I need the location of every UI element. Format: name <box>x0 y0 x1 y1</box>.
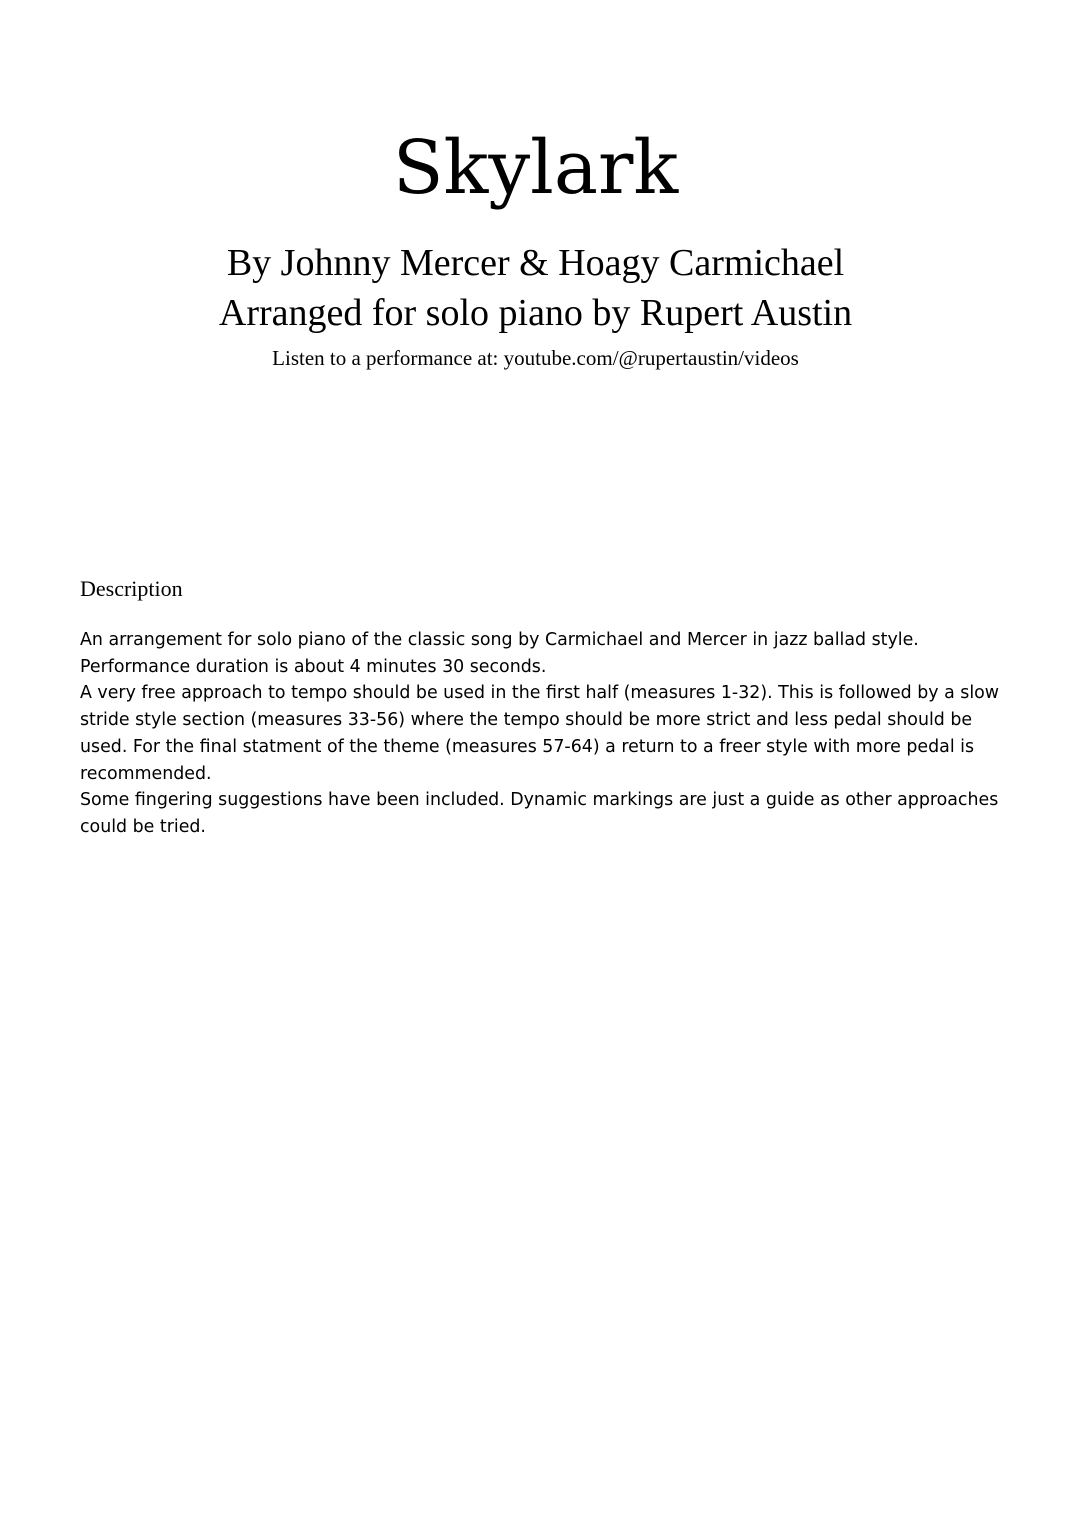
description-line: recommended. <box>80 763 212 784</box>
description-line: A very free approach to tempo should be used in the first half (measures 1-32). This is followed by a slow <box>80 683 1000 704</box>
composer-credit: By Johnny Mercer & Hoagy Carmichael <box>226 242 845 284</box>
description-line: could be tried. <box>80 816 206 837</box>
page-title: Skylark <box>392 125 679 211</box>
description-line: Some fingering suggestions have been included. Dynamic markings are just a guide as other approaches <box>80 790 999 811</box>
arranger-credit: Arranged for solo piano by Rupert Austin <box>218 292 853 334</box>
description-body <box>80 627 1010 841</box>
description-line: stride style section (measures 33-56) where the tempo should be more strict and less pedal should be <box>80 710 973 731</box>
credits <box>0 238 1071 338</box>
description-heading: Description <box>80 576 183 601</box>
description-line: An arrangement for solo piano of the classic song by Carmichael and Mercer in jazz ballad style. <box>80 630 919 650</box>
description-line: used. For the final statment of the theme (measures 57-64) a return to a freer style with more pedal is <box>80 736 975 757</box>
performance-link-text: Listen to a performance at: youtube.com/@rupertaustin/videos <box>272 346 799 370</box>
description-line: Performance duration is about 4 minutes 30 seconds. <box>80 656 547 677</box>
